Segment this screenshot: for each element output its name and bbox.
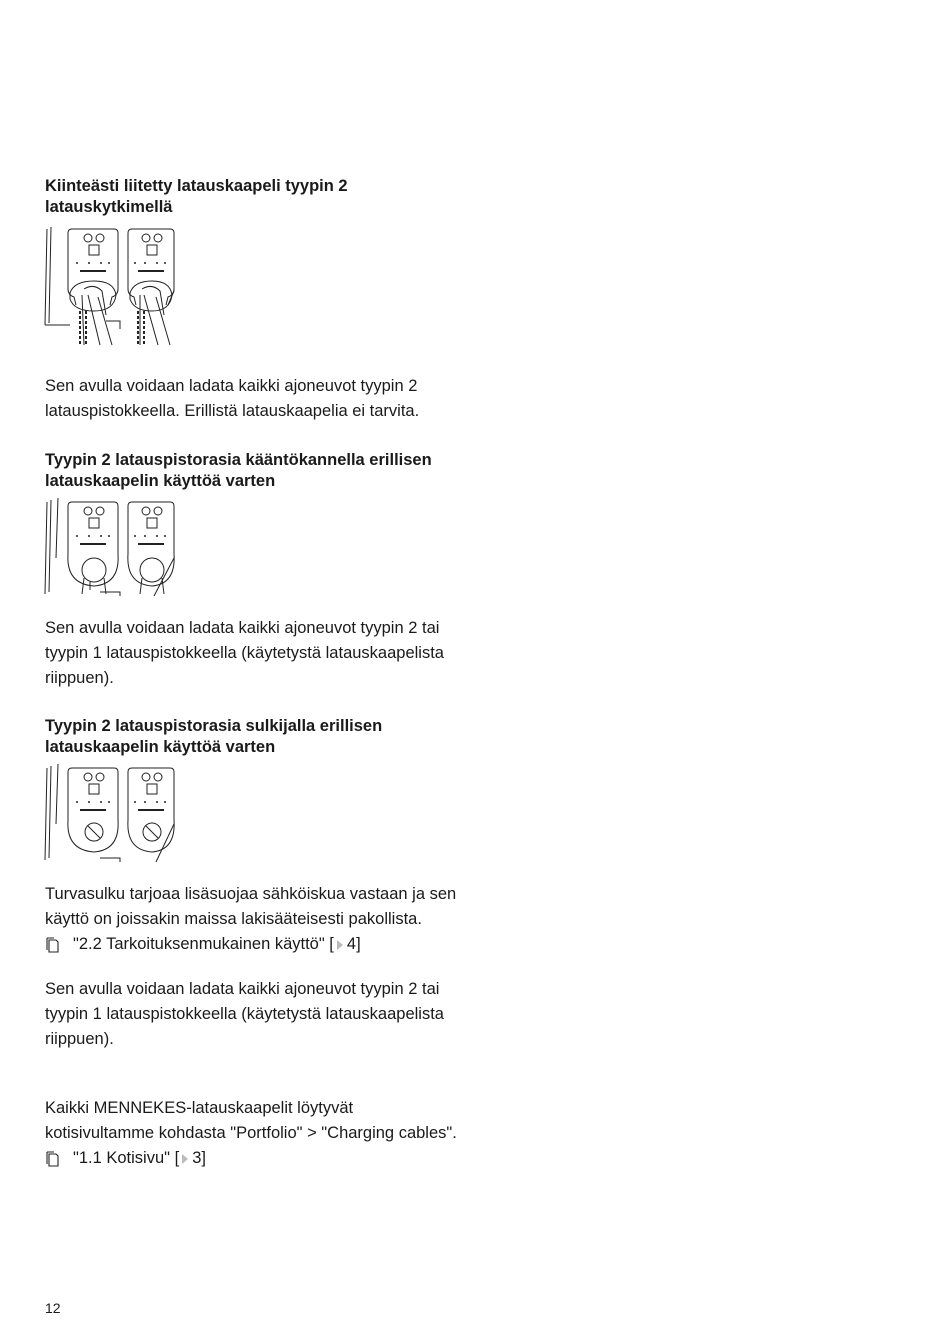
portfolio-note (45, 1096, 465, 1171)
cross-reference-text: "1.1 Kotisivu" [ (73, 1149, 180, 1167)
cross-reference-page: 3] (192, 1149, 206, 1167)
wallbox-hinged-lid-illustration (44, 498, 184, 598)
section-body-hinged-lid: Sen avulla voidaan ladata kaikki ajoneuvot tyypin 2 tai tyypin 1 latauspistokkeella (käytetystä latauskaapelista riippuen). (45, 619, 444, 687)
page-arrow-icon (336, 939, 344, 951)
section-heading-hinged-lid: Tyypin 2 latauspistorasia kääntökannella erillisen latauskaapelin käyttöä varten (45, 451, 432, 490)
section-body-shutter-2: Sen avulla voidaan ladata kaikki ajoneuvot tyypin 2 tai tyypin 1 latauspistokkeella (käytetystä latauskaapelista riippuen). (45, 980, 444, 1048)
document-icon (45, 937, 61, 953)
wallbox-fixed-cable-illustration (44, 225, 184, 351)
section-heading-fixed-cable: Kiinteästi liitetty latauskaapeli tyypin 2 latauskytkimellä (45, 177, 348, 216)
cross-reference-page: 4] (346, 935, 361, 953)
section-heading-shutter: Tyypin 2 latauspistorasia sulkijalla erillisen latauskaapelin käyttöä varten (45, 717, 383, 756)
wallbox-shutter-illustration (44, 764, 184, 864)
cross-reference-link[interactable] (45, 932, 465, 957)
section-body-shutter: Turvasulku tarjoaa lisäsuojaa sähköiskua vastaan ja sen käyttö on joissakin maissa lakisääteisesti pakollista. (45, 885, 457, 928)
cross-reference-text: "2.2 Tarkoituksenmukainen käyttö" [ (73, 935, 334, 953)
document-icon (45, 1151, 61, 1167)
page-number: 12 (45, 1300, 61, 1316)
page-arrow-icon (181, 1153, 189, 1165)
portfolio-note-text: Kaikki MENNEKES-latauskaapelit löytyvät kotisivultamme kohdasta "Portfolio" > "Charging cables". (45, 1099, 457, 1142)
section-body-fixed-cable: Sen avulla voidaan ladata kaikki ajoneuvot tyypin 2 latauspistokkeella. Erillistä latauskaapelia ei tarvita. (45, 377, 420, 420)
section-content-shutter (45, 882, 465, 1052)
cross-reference-link[interactable] (45, 1146, 465, 1171)
